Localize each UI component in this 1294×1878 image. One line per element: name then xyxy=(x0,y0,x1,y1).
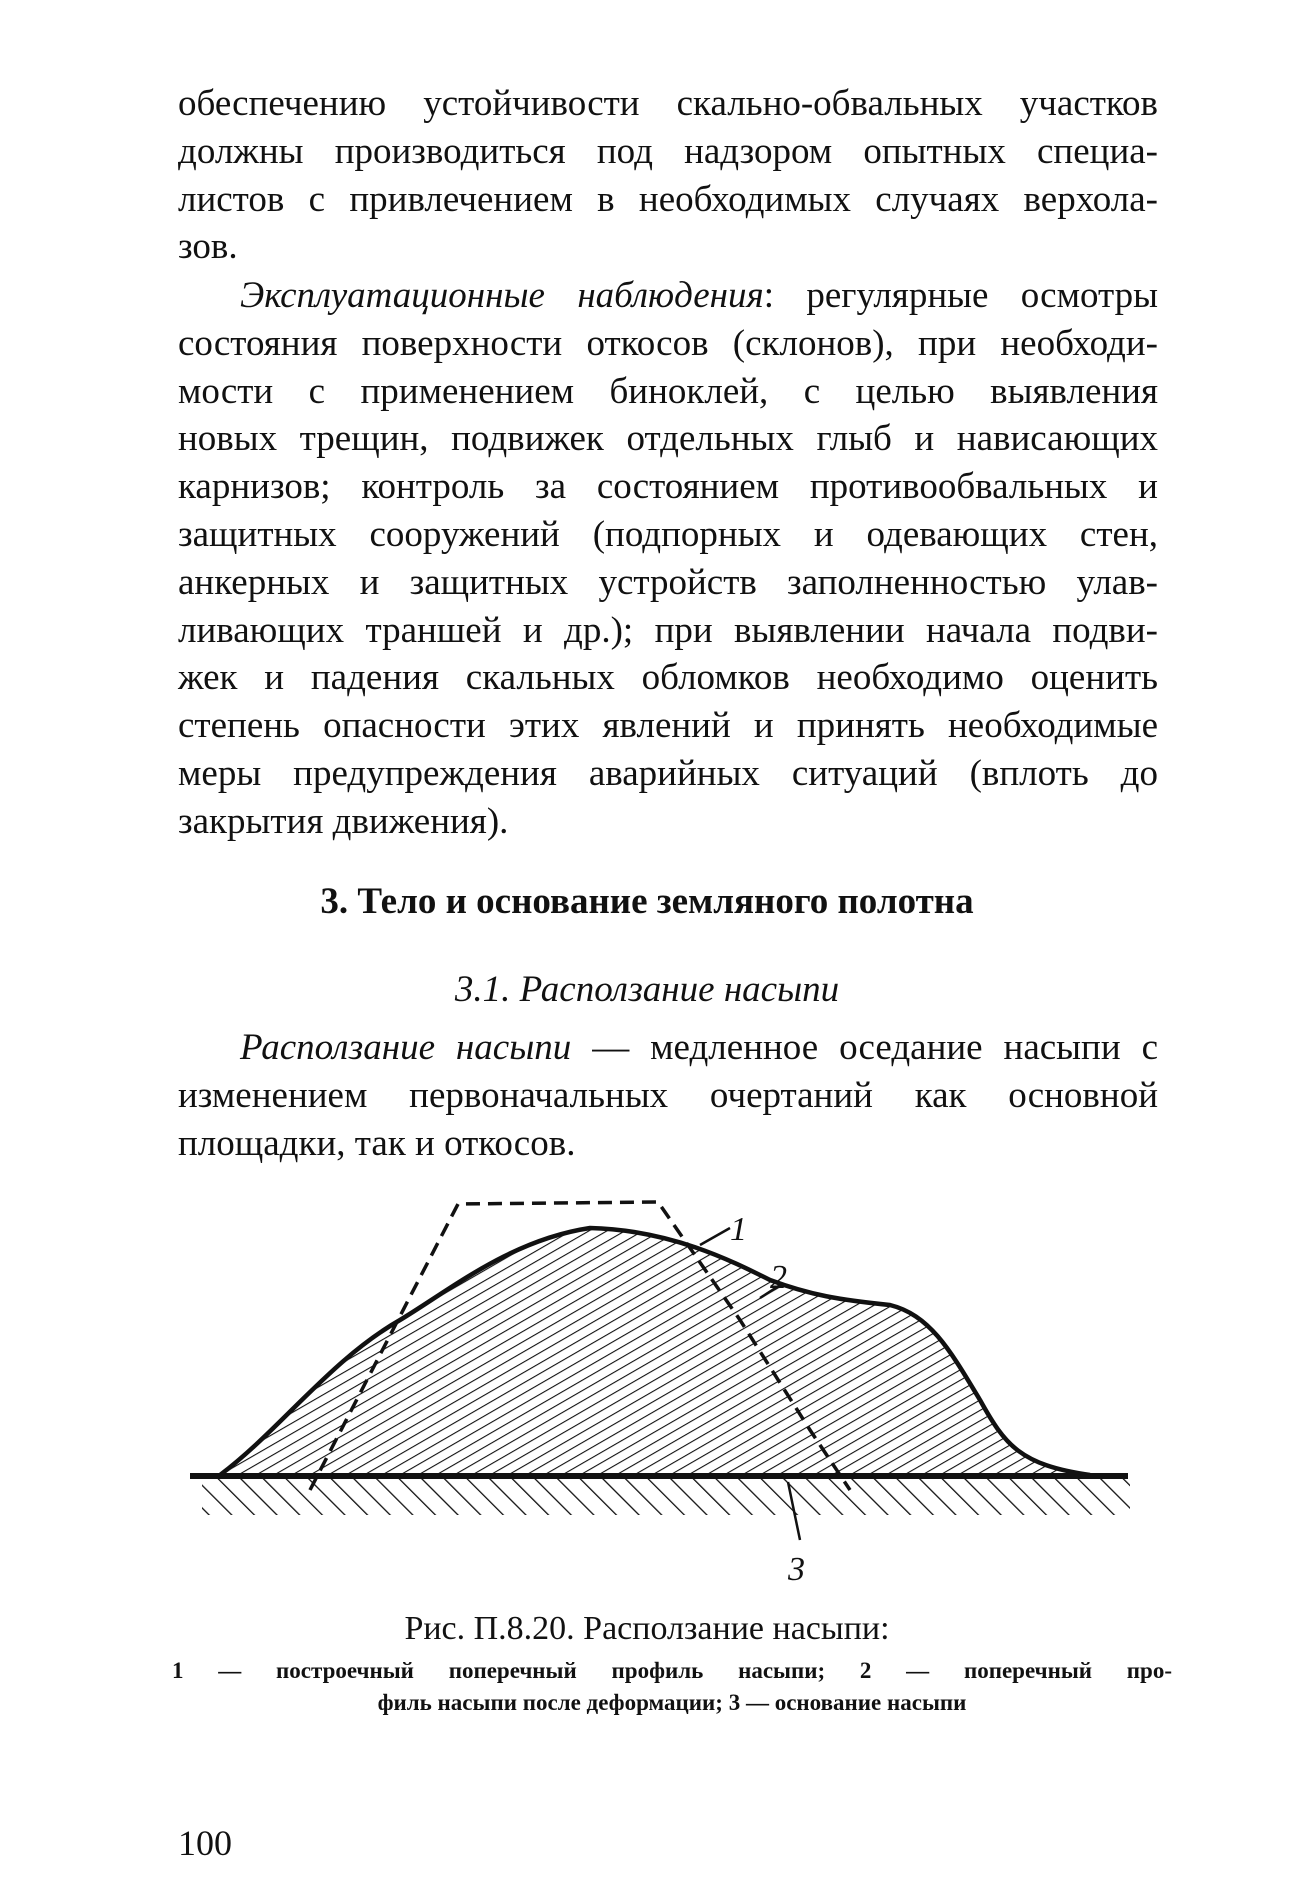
text-line: мости с применением биноклей, с целью выявления xyxy=(178,370,1158,412)
text-line: площадки, так и откосов. xyxy=(178,1122,576,1164)
caption-line: 1 — построечный поперечный профиль насыпи; 2 — поперечный про- xyxy=(172,1658,1172,1683)
text-line: закрытия движения). xyxy=(178,800,509,842)
text-line: изменением первоначальных очертаний как основной xyxy=(178,1074,1158,1116)
text-fragment: — медленное оседание насыпи с xyxy=(571,1027,1158,1068)
deformed-embankment-body xyxy=(220,1228,1090,1475)
text-line: ливающих траншей и др.); при выявлении начала подви- xyxy=(178,609,1158,651)
subsection-heading: 3.1. Расползание насыпи xyxy=(454,969,840,1010)
figure-label-2: 2 xyxy=(770,1259,787,1296)
text-line: должны производиться под надзором опытных специа- xyxy=(178,130,1158,172)
text-line xyxy=(178,1024,1158,1072)
figure-caption-legend xyxy=(172,1655,1172,1719)
section-heading: 3. Тело и основание земляного полотна xyxy=(320,881,974,922)
text-fragment: : регулярные осмотры xyxy=(763,275,1158,316)
text-line: степень опасности этих явлений и принять необходимые xyxy=(178,705,1158,747)
caption-line: филь насыпи после деформации; 3 — основание насыпи xyxy=(377,1690,967,1715)
text-line: анкерных и защитных устройств заполненностью улав- xyxy=(178,561,1158,603)
text-line: карнизов; контроль за состоянием противообвальных и xyxy=(178,466,1158,508)
figure-caption-title: Рис. П.8.20. Расползание насыпи: xyxy=(404,1610,890,1647)
text-line: листов с привлечением в необходимых случаях верхола- xyxy=(178,178,1158,220)
text-line xyxy=(178,272,1158,320)
text-line: состояния поверхности откосов (склонов), при необходи- xyxy=(178,322,1158,364)
text-line: меры предупреждения аварийных ситуаций (вплоть до xyxy=(178,752,1158,794)
text-line: обеспечению устойчивости скально-обвальных участков xyxy=(178,83,1158,124)
figure-label-3: 3 xyxy=(788,1551,805,1588)
text-line: жек и падения скальных обломков необходимо оценить xyxy=(178,657,1158,699)
term-embankment-creep: Расползание насыпи xyxy=(240,1027,572,1068)
term-operational-observations: Эксплуатационные наблюдения xyxy=(240,275,764,316)
paragraph-operational-observations xyxy=(178,272,1158,846)
paragraph-embankment-creep xyxy=(178,1024,1158,1167)
leader-line-1 xyxy=(700,1228,730,1245)
ground-hatching xyxy=(202,1477,1130,1517)
page-number: 100 xyxy=(178,1823,232,1863)
text-line: защитных сооружений (подпорных и одевающих стен, xyxy=(178,513,1158,555)
embankment-creep-figure xyxy=(190,1180,1150,1590)
text-line: зов. xyxy=(178,226,238,268)
figure-label-1: 1 xyxy=(730,1211,747,1248)
text-line: новых трещин, подвижек отдельных глыб и нависающих xyxy=(178,418,1158,460)
paragraph-rockfall-measures xyxy=(178,80,1158,271)
